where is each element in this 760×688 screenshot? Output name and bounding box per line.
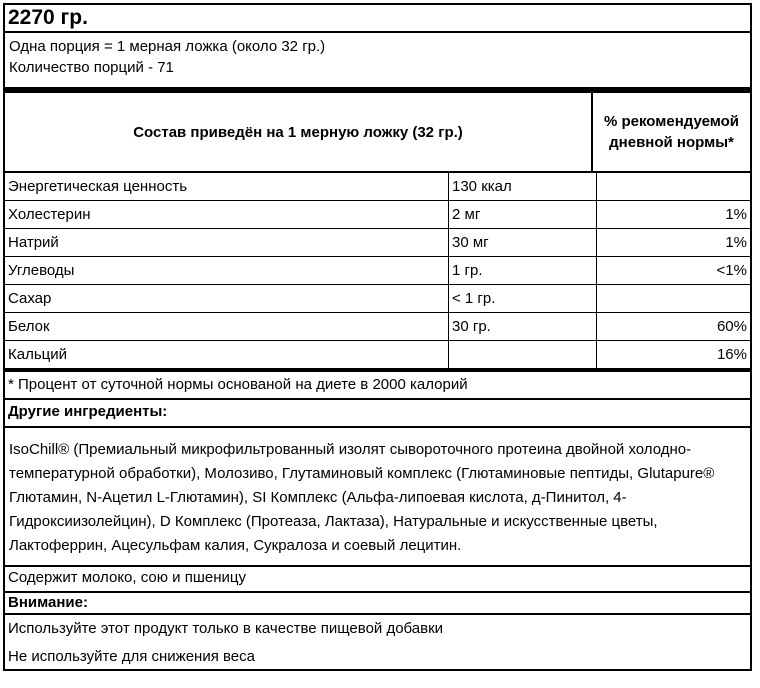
nutrient-name: Углеводы <box>5 257 449 284</box>
daily-value-header: % рекомендуемой дневной нормы* <box>603 113 740 151</box>
warning-line: Используйте этот продукт только в качестве пищевой добавки <box>8 620 444 637</box>
nutrient-daily-value <box>597 285 750 312</box>
table-row <box>5 173 750 201</box>
table-row <box>5 285 750 313</box>
servings-count: Количество порций - 71 <box>9 59 174 76</box>
table-row <box>5 201 750 229</box>
allergen-statement: Содержит молоко, сою и пшеницу <box>3 567 752 593</box>
nutrient-name: Энергетическая ценность <box>5 173 449 200</box>
nutrient-name: Натрий <box>5 229 449 256</box>
nutrient-amount: 30 мг <box>449 229 597 256</box>
nutrient-daily-value: <1% <box>716 262 747 279</box>
warning-heading: Внимание: <box>3 593 752 615</box>
table-row <box>5 257 750 285</box>
nutrient-daily-value: 1% <box>725 234 747 251</box>
nutrient-name: Сахар <box>5 285 449 312</box>
product-weight: 2270 гр. <box>3 3 752 33</box>
nutrient-daily-value: 1% <box>725 206 747 223</box>
nutrient-daily-value: 16% <box>716 346 747 363</box>
nutrient-amount: 1 гр. <box>449 257 597 284</box>
daily-value-footnote: * Процент от суточной нормы основаной на диете в 2000 калорий <box>3 370 752 400</box>
table-row <box>5 313 750 341</box>
nutrient-daily-value: 60% <box>716 318 747 335</box>
table-row <box>5 229 750 257</box>
serving-size: Одна порция = 1 мерная ложка (около 32 гр.) <box>9 38 326 55</box>
composition-header: Состав приведён на 1 мерную ложку (32 гр.) <box>5 93 593 171</box>
nutrition-table-header <box>3 89 752 173</box>
serving-info <box>3 33 752 89</box>
warning-text <box>3 615 752 671</box>
ingredients-heading: Другие ингредиенты: <box>3 400 752 428</box>
nutrient-amount: 2 мг <box>449 201 597 228</box>
nutrition-facts-label <box>3 3 752 671</box>
ingredients-text: IsoChill® (Премиальный микрофильтрованный изолят сывороточного протеина двойной холодно-температурной обработки), Молозиво, Глутаминовый комплекс (Глютаминовые пептиды, Glutapure® Глютамин, N-Ацетил L-Глютамин), SI Комплекс (Альфа-липоевая кислота, д-Пинитол, 4-Гидроксиизолейцин), D Комплекс (Протеаза, Лактаза), Натуральные и искусственные цветы, Лактоферрин, Ацесульфам калия, Сукралоза и соевый лецитин. <box>3 428 752 567</box>
nutrient-amount: < 1 гр. <box>449 285 597 312</box>
table-row <box>5 341 750 368</box>
nutrient-amount: 130 ккал <box>449 173 597 200</box>
nutrient-amount: 30 гр. <box>449 313 597 340</box>
nutrient-name: Белок <box>5 313 449 340</box>
warning-line: Не используйте для снижения веса <box>8 648 255 665</box>
nutrient-daily-value <box>597 173 750 200</box>
nutrient-name: Холестерин <box>5 201 449 228</box>
nutrition-table <box>3 173 752 370</box>
nutrient-amount <box>449 341 597 368</box>
nutrient-name: Кальций <box>5 341 449 368</box>
